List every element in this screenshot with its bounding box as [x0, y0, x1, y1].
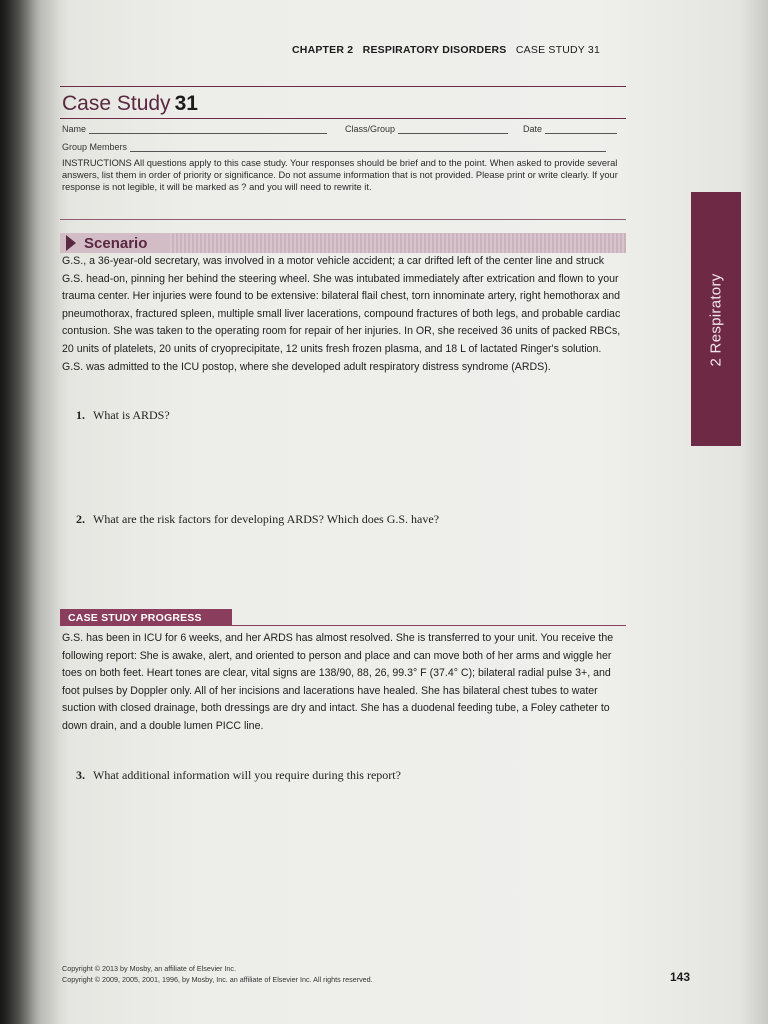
title-divider — [60, 118, 626, 119]
triangle-bullet-icon — [66, 235, 76, 251]
chapter-label: CHAPTER 2 — [292, 44, 354, 56]
case-study-progress-heading: CASE STUDY PROGRESS — [60, 609, 232, 626]
header-divider — [60, 86, 626, 87]
question-1 — [76, 408, 596, 423]
case-study-label: Case Study — [62, 92, 171, 115]
scenario-heading-text: Scenario — [84, 234, 148, 252]
group-members-label: Group Members — [62, 142, 128, 152]
case-study-title — [62, 92, 198, 116]
date-label: Date — [523, 124, 543, 134]
copyright-line-1: Copyright © 2013 by Mosby, an affiliate of Elsevier Inc. — [62, 964, 237, 973]
class-group-label: Class/Group — [345, 124, 396, 134]
class-group-field — [345, 124, 508, 134]
group-members-blank[interactable] — [130, 151, 606, 152]
question-3-number: 3. — [76, 768, 85, 782]
copyright-line-2: Copyright © 2009, 2005, 2001, 1996, by Mosby, Inc. an affiliate of Elsevier Inc. All rights reserved. — [62, 975, 373, 984]
question-2-text: What are the risk factors for developing ARDS? Which does G.S. have? — [93, 512, 440, 526]
book-gutter-shadow — [0, 0, 60, 1024]
class-group-blank[interactable] — [398, 133, 508, 134]
case-study-number: 31 — [174, 92, 198, 115]
running-head — [292, 44, 632, 56]
name-label: Name — [62, 124, 87, 134]
side-tab-label: 2 Respiratory — [707, 273, 725, 367]
progress-text: G.S. has been in ICU for 6 weeks, and her ARDS has almost resolved. She is transferred to your unit. You receive the following report: She is awake, alert, and oriented to person and place and can move both of her arms and wiggle her toes on both feet. Heart tones are clear, vital signs are 138/90, 88, 26, 99.3° F (37.4° C); bilateral radial pulse 3+, and foot pulses by Doppler only. All of her incisions and lacerations have healed. She has bilateral chest tubes to water suction with closed drainage, both dressings are dry and intact. She has a duodenal feeding tube, a Foley catheter to down drain, and a double lumen PICC line. — [62, 632, 614, 732]
name-field — [62, 124, 327, 134]
page-number: 143 — [670, 970, 691, 984]
question-3-text: What additional information will you require during this report? — [93, 768, 401, 782]
scenario-text: G.S., a 36-year-old secretary, was involved in a motor vehicle accident; a car drifted left of the center line and struck G.S. head-on, pinning her behind the steering wheel. She was intubated immediately after extrication and flown to your trauma center. Her injuries were found to be extensive: bilateral flail chest, torn innominate artery, right hemothorax and pneumothorax, fractured spleen, multiple small liver lacerations, compound fractures of both legs, and probable cardiac contusion. She was taken to the operating room for repair of her injuries. In OR, she received 36 units of packed RBCs, 20 units of platelets, 20 units of cryoprecipitate, 12 units fresh frozen plasma, and 18 L of lactated Ringer's solution. G.S. was admitted to the ICU postop, where she developed adult respiratory distress syndrome (ARDS). — [62, 255, 621, 373]
date-blank[interactable] — [545, 133, 617, 134]
case-label: CASE STUDY 31 — [515, 44, 600, 56]
progress-divider — [60, 625, 626, 626]
question-1-text: What is ARDS? — [93, 408, 170, 422]
question-2-number: 2. — [76, 512, 85, 526]
section-label: RESPIRATORY DISORDERS — [362, 44, 507, 56]
date-field — [523, 124, 617, 134]
name-blank[interactable] — [89, 133, 327, 134]
instructions-divider — [60, 219, 626, 220]
question-3 — [76, 768, 596, 783]
scenario-heading — [60, 233, 170, 253]
instructions: INSTRUCTIONS All questions apply to this case study. Your responses should be brief and to the point. When asked to provide several answers, list them in order of priority or significance. Do not assume information that is not provided. Please print or write clearly. If your response is not legible, it will be marked as ? and you will need to rewrite it. — [62, 158, 618, 192]
question-2 — [76, 512, 596, 527]
group-members-field — [62, 142, 606, 152]
question-1-number: 1. — [76, 408, 85, 422]
